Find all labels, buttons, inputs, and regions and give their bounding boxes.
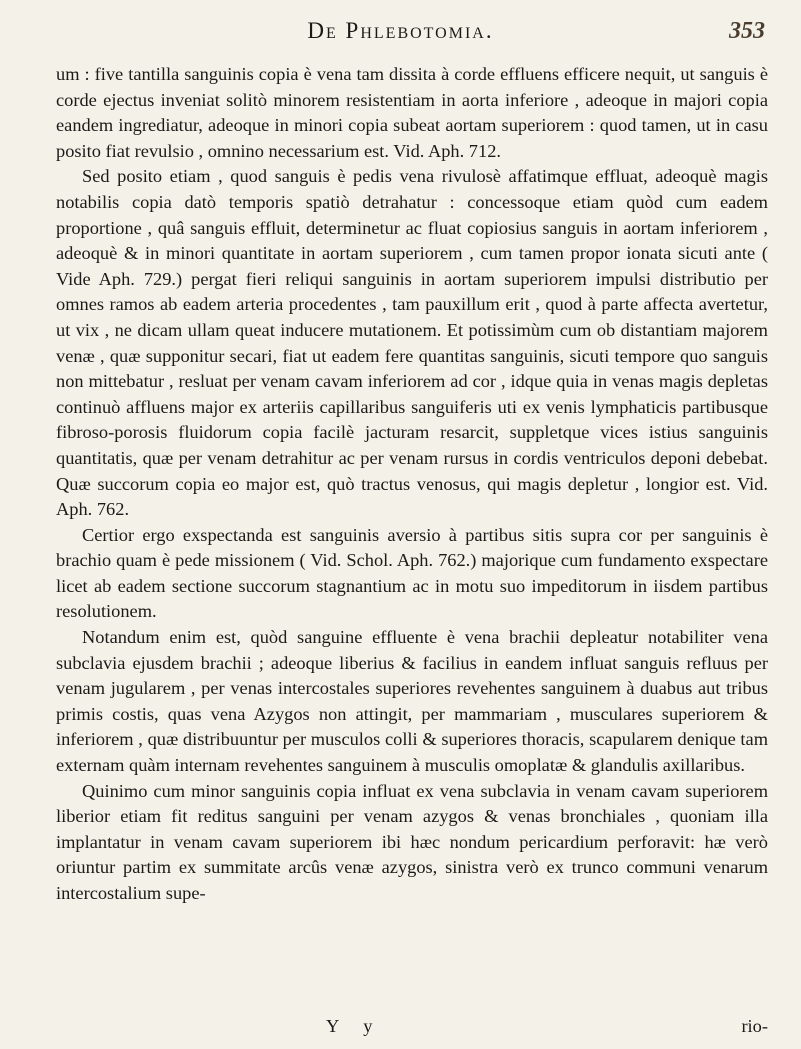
running-title: De Phlebotomia. (307, 18, 494, 43)
paragraph: Quinimo cum minor sanguinis copia influat ex vena subclavia in venam cavam superiorem liberior etiam fit reditus sanguini per venam azygos & venas bronchiales , quoniam illa implantatur in venam cavam superiorem ibi hæc nondum pericardium perforavit: hæ verò oriuntur partim ex summitate arcûs venæ azygos, sinistra verò ex trunco communi venarum intercostalium supe- (56, 780, 768, 903)
page-number: 353 (729, 18, 765, 44)
page-footer (56, 1016, 768, 1042)
paragraph: Notandum enim est, quòd sanguine effluente è vena brachii depleatur notabiliter vena subclavia ejusdem brachii ; adeoque liberius & facilius in eandem influat sanguis refluus per venam jugularem , per venas intercostales superiores revehentes sanguinem à duabus aut tribus primis costis, quas vena Azygos non attingit, per mammariam , musculares superiorem & inferiorem , quæ distribuuntur per musculos colli & superiores thoracis, scapularem denique tam externam quàm internam revehentes sanguinem à musculis omoplatæ & glandulis axillaribus. (56, 627, 768, 776)
catchword: rio- (741, 1016, 768, 1036)
body-text (56, 62, 768, 907)
paragraph: um : five tantilla sanguinis copia è vena tam dissita à corde effluens efficere nequit, ut sanguis è corde ejectus inveniat solitò minorem resistentiam in aorta inferiore , adeoque in majori copia eandem ingrediatur, adeoque in minori copia subeat aortam superiorem : quod tamen, ut in casu posito fiat revulsio , omnino necessarium est. Vid. Aph. 712. (56, 64, 768, 161)
paragraph: Certior ergo exspectanda est sanguinis aversio à partibus sitis supra cor per sanguinis è brachio quam è pede missionem ( Vid. Schol. Aph. 762.) majorique cum fundamento exspectare licet ab eadem sectione succorum stagnantium ac in motu suo impeditorum in iisdem partibus resolutionem. (56, 524, 768, 622)
signature-mark: Y y (326, 1016, 383, 1036)
page-header (0, 14, 801, 54)
paragraph: Sed posito etiam , quod sanguis è pedis vena rivulosè affatimque effluat, adeoquè magis notabilis copia datò temporis spatiò detrahatur : concessoque etiam quòd cum eadem proportione , quâ sanguis effluit, determinetur ac fluat copiosius sanguis in aortam inferiorem , adeoquè & in minori quantitate in aortam superiorem , cum tamen propor ionata sicuti ante ( Vide Aph. 729.) pergat fieri reliqui sanguinis in aortam superiorem impulsi distributio per omnes ramos ab eadem arteria procedentes , tam pauxillum erit , quod à parte affecta avertetur, ut vix , ne dicam ullam queat inducere mutationem. Et potissimùm cum ob distantiam majorem venæ , quæ supponitur secari, fiat ut eadem fere quantitas sanguinis, sicuti tempore quo sanguis non mittebatur , resluat per venam cavam inferiorem ad cor , idque quia in venas magis depletas continuò affluens major ex arteriis capillaribus sanguiferis uti ex venis lymphaticis partibusque fibroso-porosis fluidorum copia facilè jacturam resarcit, suppletque vices istius sanguinis quantitatis, quæ per venam detrahitur ac per venam rursus in cordis ventriculos deponi debebat. Quæ succorum copia eo major est, quò tractus venosus, qui magis depletur , longior est. Vid. Aph. 762. (56, 166, 768, 520)
